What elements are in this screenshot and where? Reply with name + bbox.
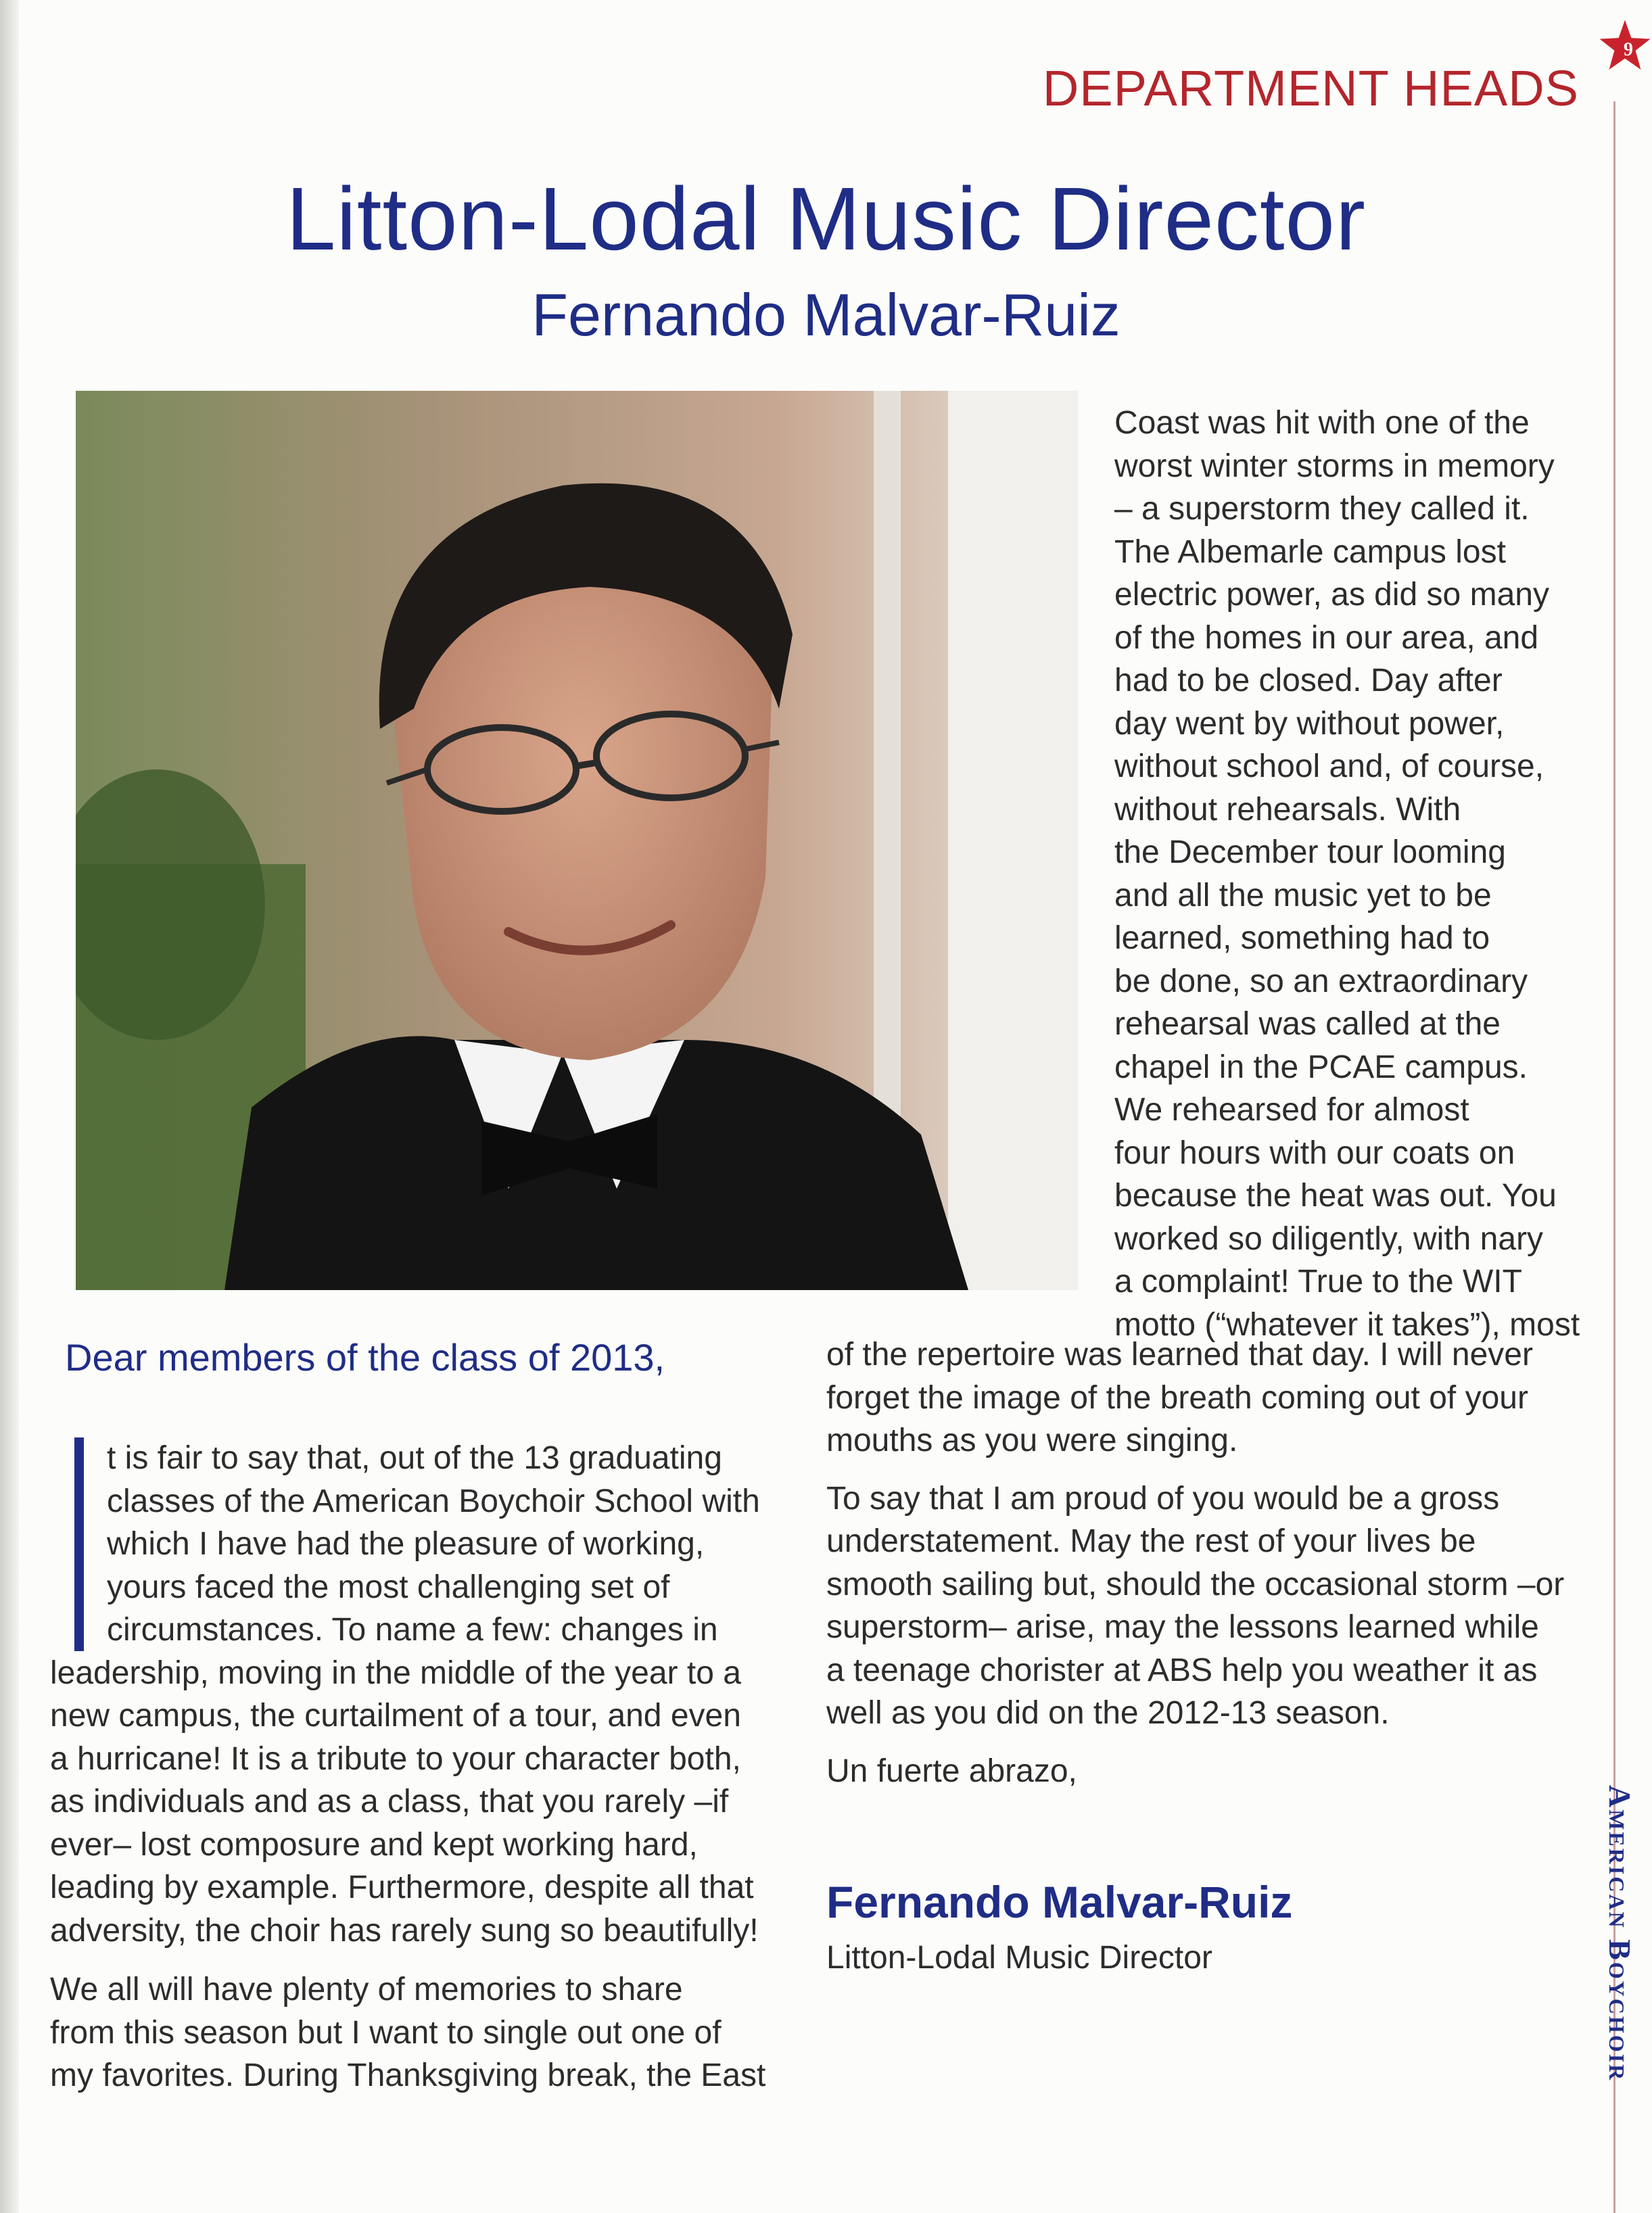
text-line: circumstances. To name a few: changes in [107,1612,718,1648]
text-line: and all the music yet to be [1114,877,1492,913]
article-subtitle: Fernando Malvar-Ruiz [532,281,1120,348]
text-line: leadership, moving in the middle of the year to a [50,1655,741,1691]
paragraph-repertoire [826,1333,1604,1462]
text-line: as individuals and as a class, that you rarely –if [50,1784,729,1819]
text-line: We rehearsed for almost [1114,1092,1469,1128]
text-line: electric power, as did so many [1114,577,1549,613]
text-line: To say that I am proud of you would be a gross [826,1480,1500,1517]
text-line: new campus, the curtailment of a tour, and even [50,1698,741,1734]
letter-greeting: Dear members of the class of 2013, [65,1336,665,1379]
paragraph-memories [50,1968,787,2097]
text-line: We all will have plenty of memories to share [50,1972,683,2007]
text-line: adversity, the choir has rarely sung so beautifully! [50,1912,759,1949]
text-line: the December tour looming [1114,834,1506,870]
right-column-top [1114,402,1601,1346]
text-line: rehearsal was called at the [1114,1006,1501,1042]
text-line: a complaint! True to the WIT [1114,1264,1522,1300]
text-line: Coast was hit with one of the [1114,405,1530,441]
right-column-bottom [826,1333,1604,1807]
signature-name: Fernando Malvar-Ruiz [826,1877,1293,1927]
text-line: mouths as you were singing. [826,1423,1238,1458]
text-line: worked so diligently, with nary [1114,1220,1544,1257]
article-title: Litton-Lodal Music Director [286,169,1366,268]
text-line: a hurricane! It is a tribute to your character both, [50,1740,741,1777]
text-line: – a superstorm they called it. [1114,491,1530,527]
text-line: superstorm– arise, may the lessons learned while [826,1609,1539,1645]
publication-side-label: American Boychoir [1603,1785,1637,2083]
text-line: smooth sailing but, should the occasional storm –or [826,1566,1565,1602]
page-number: 9 [1624,39,1633,60]
text-line: of the homes in our area, and [1114,619,1539,656]
text-line: worst winter storms in memory [1114,448,1555,484]
text-line: learned, something had to [1114,920,1490,956]
portrait-illustration [76,391,1078,1290]
text-line: motto (“whatever it takes”), most [1114,1306,1580,1343]
text-line: The Albemarle campus lost [1114,533,1506,570]
text-line: forget the image of the breath coming out of your [826,1379,1528,1416]
text-line: which I have had the pleasure of working, [107,1526,705,1562]
text-line: yours faced the most challenging set of [107,1569,670,1605]
text-line: chapel in the PCAE campus. [1114,1049,1528,1085]
text-line: from this season but I want to single out one of [50,2014,722,2051]
text-line: a teenage chorister at ABS help you weather it as [826,1652,1538,1688]
text-line: my favorites. During Thanksgiving break, the East [50,2057,766,2093]
text-line: without rehearsals. With [1114,791,1461,828]
text-line: of the repertoire was learned that day. I will never [826,1337,1533,1373]
text-line: because the heat was out. You [1114,1178,1557,1214]
text-line: t is fair to say that, out of the 13 graduating [107,1440,722,1476]
paragraph-proud [826,1477,1604,1735]
text-line: day went by without power, [1114,705,1505,742]
signature-role: Litton-Lodal Music Director [826,1940,1212,1976]
text-line: leading by example. Furthermore, despite all that [50,1870,754,1905]
text-line: ever– lost composure and kept working hard, [50,1826,698,1863]
paragraph-opening [50,1437,787,1952]
text-line: four hours with our coats on [1114,1135,1515,1171]
text-line: classes of the American Boychoir School with [107,1483,760,1519]
text-line: had to be closed. Day after [1114,663,1503,698]
text-line: understatement. May the rest of your lives be [826,1523,1476,1559]
portrait-photo [76,391,1078,1290]
text-line: well as you did on the 2012-13 season. [826,1695,1390,1731]
text-line: be done, so an extraordinary [1114,963,1528,999]
letter-closing: Un fuerte abrazo, [826,1753,1077,1789]
section-heading: DEPARTMENT HEADS [1042,60,1579,116]
left-column [50,1437,787,2114]
text-line: without school and, of course, [1114,748,1544,784]
